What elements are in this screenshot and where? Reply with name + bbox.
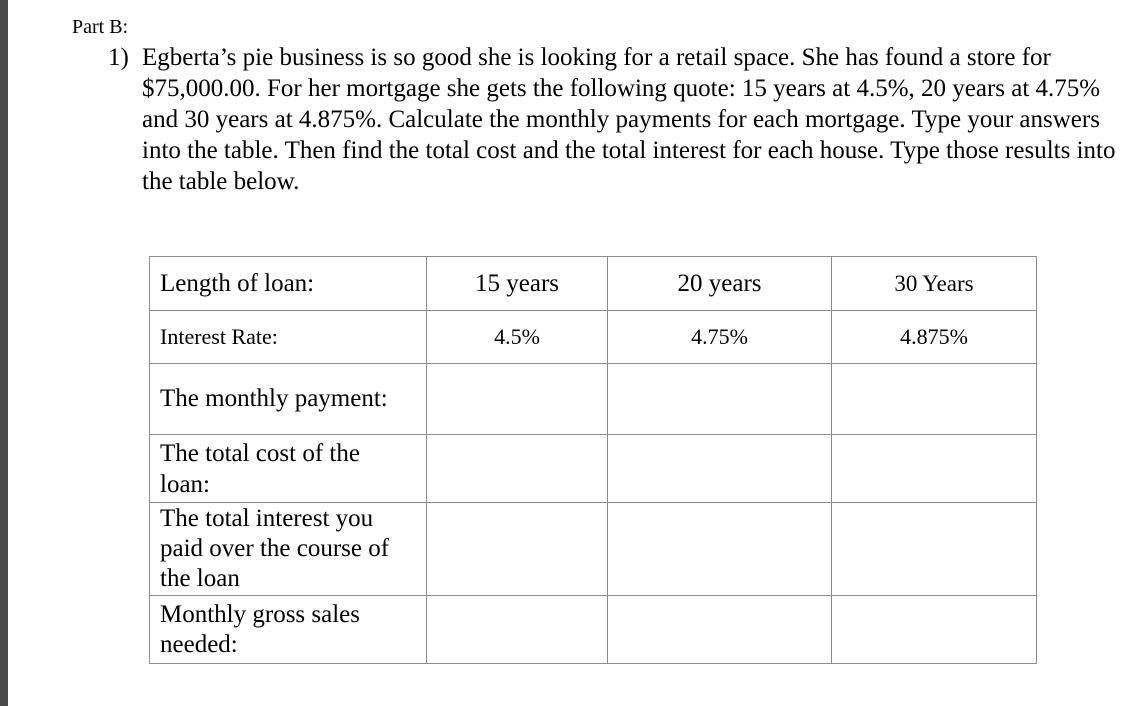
answer-cell[interactable] — [832, 596, 1037, 664]
table-cell: 15 years — [427, 257, 608, 311]
row-label: The total interest you paid over the course of the loan — [150, 503, 427, 596]
row-label: Monthly gross sales needed: — [150, 596, 427, 664]
answer-cell[interactable] — [427, 503, 608, 596]
part-title: Part B: — [72, 16, 129, 38]
table-row-total-cost — [150, 435, 1037, 503]
table-row-gross-sales — [150, 596, 1037, 664]
question-1 — [108, 42, 1118, 197]
answer-cell[interactable] — [427, 435, 608, 503]
table-cell: 4.75% — [608, 311, 832, 364]
answer-cell[interactable] — [608, 435, 832, 503]
row-label: The total cost of the loan: — [150, 435, 427, 503]
question-text: Egberta’s pie business is so good she is looking for a retail space. She has found a store for $75,000.00. For her mortgage she gets the following quote: 15 years at 4.5%, 20 years at 4.75% and 30 years at 4.875%. Calculate the monthly payments for each mortgage. Type your answers into the table. Then find the total cost and the total interest for each house. Type those results into the table below. — [142, 44, 1116, 195]
row-label: The monthly payment: — [150, 364, 427, 435]
table-row-monthly-payment — [150, 364, 1037, 435]
answer-cell[interactable] — [832, 364, 1037, 435]
table-row-rate — [150, 311, 1037, 364]
table-row-length — [150, 257, 1037, 311]
question-number: 1) — [108, 44, 129, 71]
answer-cell[interactable] — [427, 596, 608, 664]
table-cell: 4.5% — [427, 311, 608, 364]
answer-cell[interactable] — [832, 503, 1037, 596]
answer-cell[interactable] — [608, 364, 832, 435]
table-cell: 4.875% — [832, 311, 1037, 364]
document-page — [8, 0, 1140, 706]
answer-cell[interactable] — [427, 364, 608, 435]
table-cell: 20 years — [608, 257, 832, 311]
answer-cell[interactable] — [608, 503, 832, 596]
mortgage-table — [149, 256, 1037, 664]
answer-cell[interactable] — [608, 596, 832, 664]
table-cell: 30 Years — [832, 257, 1037, 311]
row-label: Length of loan: — [150, 257, 427, 311]
row-label: Interest Rate: — [150, 311, 427, 364]
answer-cell[interactable] — [832, 435, 1037, 503]
table-row-total-interest — [150, 503, 1037, 596]
